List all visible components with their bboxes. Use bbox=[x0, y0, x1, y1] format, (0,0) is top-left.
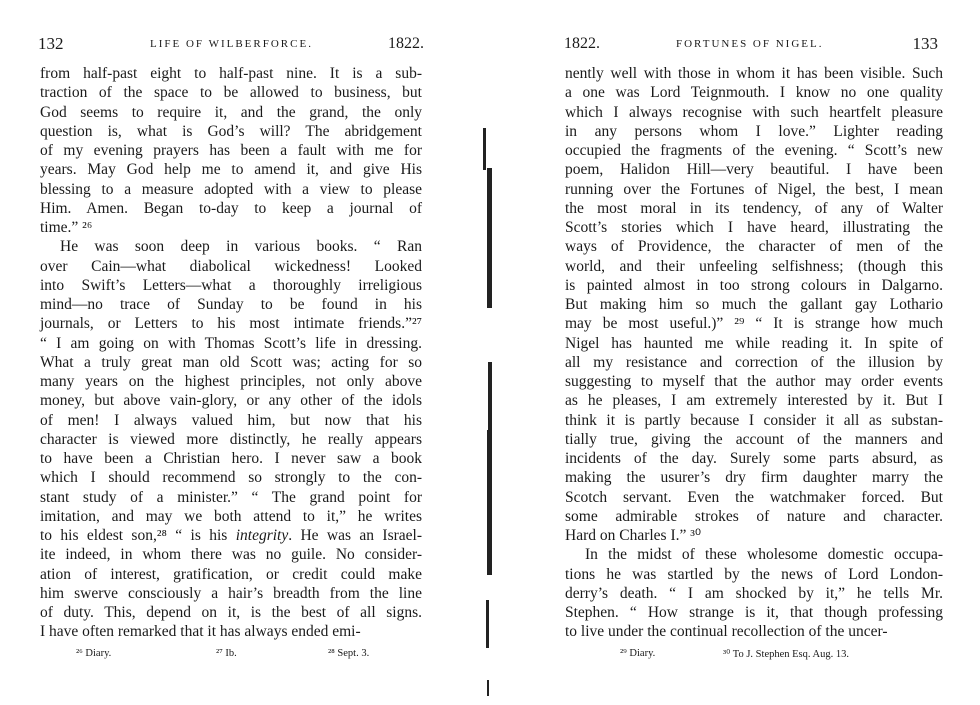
text-line: What a truly great man old Scott was; acting for so bbox=[40, 353, 422, 371]
left-body-text bbox=[40, 64, 422, 642]
footnote-30: ³⁰ To J. Stephen Esq. Aug. 13. bbox=[723, 649, 850, 660]
text-line: may be most useful.)” ²⁹ “ It is strange how much bbox=[565, 315, 943, 333]
footnote-26: ²⁶ Diary. bbox=[76, 648, 112, 659]
text-line: Hard on Charles I.” ³⁰ bbox=[565, 527, 702, 544]
right-year: 1822. bbox=[564, 35, 600, 52]
text-line: a one was Lord Teignmouth. I know no one quality bbox=[565, 84, 943, 102]
text-line: In the midst of these wholesome domestic occupa- bbox=[585, 546, 943, 564]
text-line: imitation, and may we both attend to it,” he writes bbox=[40, 507, 422, 525]
text-line: world, and their unfeeling selfishness; (though this bbox=[565, 257, 943, 275]
text-line: Scott’s stories which I have heard, illustrating the bbox=[565, 219, 943, 236]
text-line: character is viewed more distinctly, he really appears bbox=[40, 430, 422, 448]
text-line: him swerve consciously a hair’s breadth from the line bbox=[40, 584, 422, 602]
text-line: as he pleases, I am extremely interested by it. But I bbox=[565, 392, 943, 410]
text-line: He was soon deep in various books. “ Ran bbox=[60, 238, 422, 256]
text-line: time.” ²⁶ bbox=[40, 219, 93, 236]
left-page-header bbox=[38, 34, 424, 54]
text-line: Him. Amen. Began to-day to keep a journal of bbox=[40, 199, 422, 217]
text-line: poem, Halidon Hill—very beautiful. I have been bbox=[565, 161, 943, 179]
text-line: “ I am going on with Thomas Scott’s life in dressing. bbox=[40, 334, 422, 352]
text-line: making the usurer’s dry firm daughter marry the bbox=[565, 469, 943, 487]
right-page-number: 133 bbox=[912, 34, 938, 53]
text-line: blessing to a measure adopted with a view to please bbox=[40, 180, 422, 198]
text-line: to his eldest son,²⁸ “ is his integrity. He was an Israel- bbox=[40, 527, 422, 544]
text-line: I have often remarked that it has always ended emi- bbox=[40, 623, 361, 641]
footnote-28: ²⁸ Sept. 3. bbox=[328, 648, 370, 659]
text-line: many years on the highest principles, not only above bbox=[40, 373, 422, 390]
text-line: over Cain—what diabolical wickedness! Looked bbox=[40, 257, 422, 275]
text-line: which I should recommend so strongly to the con- bbox=[40, 469, 422, 487]
text-line: in any persons whom I love.” Lighter reading bbox=[565, 122, 943, 140]
right-running-title: FORTUNES OF NIGEL. bbox=[676, 38, 824, 50]
text-line: derry’s death. “ I am shocked by it,” he tells Mr. bbox=[565, 584, 943, 602]
text-line: which I always recognise with such heartfelt pleasure bbox=[565, 103, 943, 121]
text-line: stant study of a minister.” “ The grand point for bbox=[40, 488, 422, 506]
text-line: into Swift’s Letters—what a thoroughly irreligious bbox=[40, 276, 422, 294]
text-line: journals, or Letters to his most intimate friends.”²⁷ bbox=[40, 315, 422, 333]
italic-word: integrity bbox=[235, 527, 289, 544]
text-line: tions he was startled by the news of Lord London- bbox=[565, 565, 943, 583]
text-line: money, but above vain-glory, or any other of the idols bbox=[40, 392, 422, 410]
left-page-number: 132 bbox=[38, 34, 64, 53]
footnote-27: ²⁷ Ib. bbox=[216, 648, 237, 659]
text-line: think it is partly because I consider it all as substan- bbox=[565, 411, 943, 429]
text-line: tially true, giving the account of the manners and bbox=[565, 430, 943, 448]
text-line: ways of Providence, the character of men of the bbox=[565, 238, 943, 256]
left-page bbox=[0, 0, 470, 705]
text-line: God seems to require it, and the grand, the only bbox=[40, 103, 422, 121]
text-line: years. May God help me to amend it, and give His bbox=[40, 161, 422, 179]
text-line: But making him so much the gallant gay Lothario bbox=[565, 296, 943, 313]
text-line: of men! I always valued him, but now that his bbox=[40, 411, 422, 429]
text-line: to have been a Christian hero. I never saw a book bbox=[40, 450, 422, 467]
text-line: some admirable strokes of nature and character. bbox=[565, 507, 943, 525]
text-line: from half-past eight to half-past nine. It is a sub- bbox=[40, 65, 422, 82]
text-line: is painted almost in too strong colours in Dalgarno. bbox=[565, 276, 943, 294]
right-body-text bbox=[565, 64, 943, 642]
left-running-title: LIFE OF WILBERFORCE. bbox=[150, 38, 313, 50]
text-line: suggesting to myself that the author may order events bbox=[565, 373, 943, 390]
text-line: of duty. This, depend on it, is the best of all signs. bbox=[40, 604, 422, 621]
text-line: all my resistance and correction of the illusion by bbox=[565, 353, 943, 371]
footnote-29: ²⁹ Diary. bbox=[620, 648, 656, 659]
right-page-header bbox=[564, 34, 938, 54]
right-page bbox=[490, 0, 980, 705]
text-line: nently well with those in whom it has been visible. Such bbox=[565, 65, 943, 82]
text-line: ite indeed, in whom there was no guile. No consider- bbox=[40, 546, 422, 564]
text-line: mind—no trace of Sunday to be found in his bbox=[40, 296, 422, 313]
text-line: incidents of the day. Surely some parts absurd, as bbox=[565, 450, 943, 467]
left-year: 1822. bbox=[388, 35, 424, 52]
text-line: of my evening prayers has been a fault with me for bbox=[40, 142, 422, 159]
text-line: occupied the fragments of the evening. “ Scott’s new bbox=[565, 142, 943, 159]
text-line: question is, what is God’s will? The abridgement bbox=[40, 122, 422, 140]
text-line: ation of interest, gratification, or credit could make bbox=[40, 565, 422, 583]
text-line: Stephen. “ How strange is it, that though professing bbox=[565, 604, 943, 621]
text-line: running over the Fortunes of Nigel, the best, I mean bbox=[565, 180, 943, 198]
text-line: Nigel has haunted me while reading it. In spite of bbox=[565, 334, 943, 352]
text-line: Scotch servant. Even the watchmaker forced. But bbox=[565, 488, 943, 506]
text-line: traction of the space to be allowed to business, but bbox=[40, 84, 422, 102]
text-line: the most moral in its tendency, of any of Walter bbox=[565, 199, 943, 217]
text-line: to live under the continual recollection of the uncer- bbox=[565, 623, 888, 641]
